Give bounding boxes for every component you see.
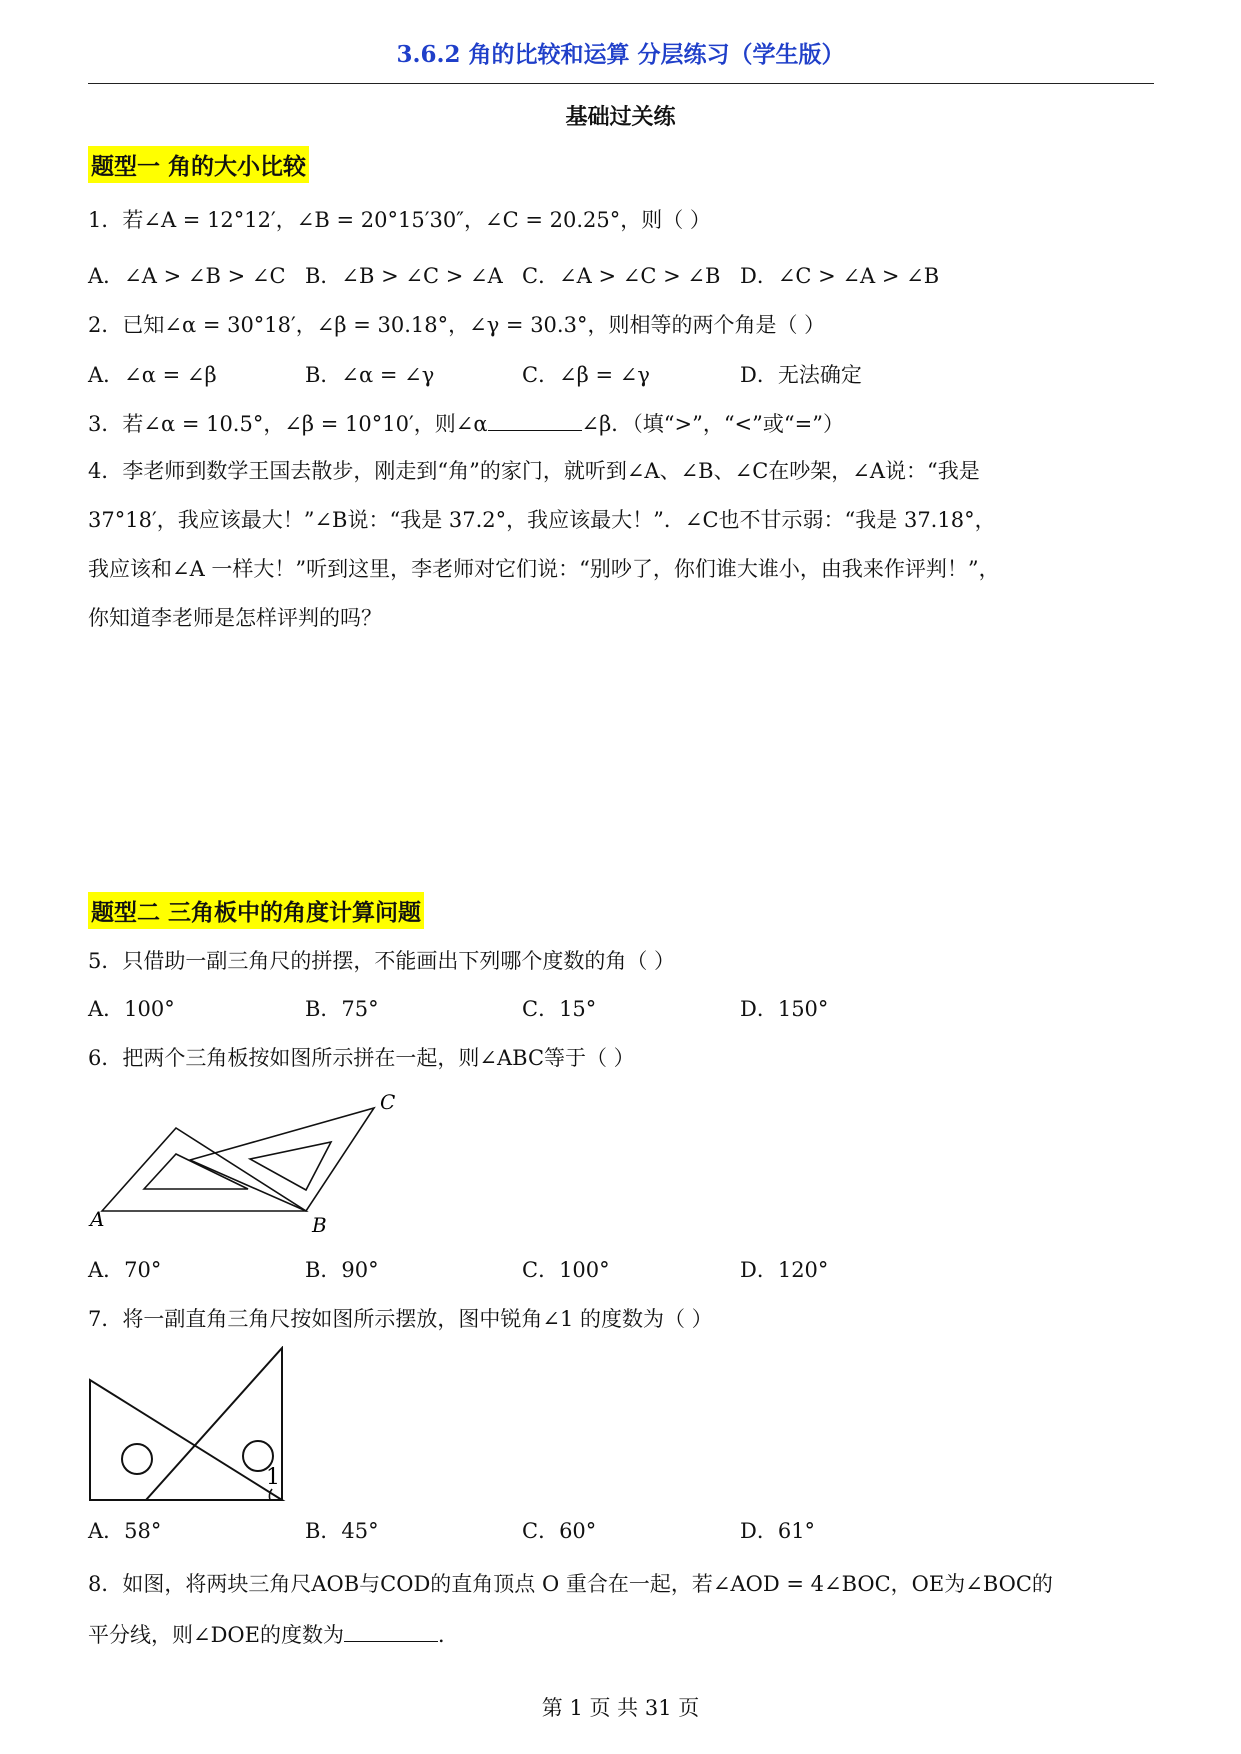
q7-option-b: B．45° [305, 1519, 379, 1543]
q2-option-a: A．∠α = ∠β [88, 363, 217, 387]
q8-text-after: ． [437, 1623, 459, 1647]
page-footer: 第 1 页 共 31 页 [541, 1696, 700, 1720]
q6-option-c: C．100° [522, 1258, 610, 1282]
q5-option-a: A．100° [88, 997, 175, 1021]
question-1: 1．若∠A = 12°12′，∠B = 20°15′30″，∠C = 20.25°，则（ ） [88, 208, 711, 232]
header-divider [88, 83, 1154, 84]
section-subtitle: 基础过关练 [565, 104, 676, 130]
q4-line-3: 我应该和∠A 一样大！”听到这里，李老师对它们说：“别吵了，你们谁大谁小，由我来作评判！”， [88, 557, 1000, 581]
q6-label-a: A [90, 1207, 105, 1231]
question-5: 5．只借助一副三角尺的拼摆，不能画出下列哪个度数的角（ ） [88, 949, 676, 973]
question-2: 2．已知∠α = 30°18′，∠β = 30.18°，∠γ = 30.3°，则相等的两个角是（ ） [88, 313, 826, 337]
q6-label-b: B [312, 1213, 327, 1236]
q1-option-c: C．∠A > ∠C > ∠B [522, 264, 721, 288]
question-3 [88, 408, 844, 439]
section-heading-2: 题型二 三角板中的角度计算问题 [88, 892, 424, 929]
q2-option-d: D．无法确定 [740, 363, 862, 387]
question-7: 7．将一副直角三角尺按如图所示摆放，图中锐角∠1 的度数为（ ） [88, 1307, 713, 1331]
q6-triangle-figure [88, 1086, 408, 1236]
section-heading-1: 题型一 角的大小比较 [88, 146, 309, 183]
q1-option-b: B．∠B > ∠C > ∠A [305, 264, 503, 288]
page-title: 3.6.2 角的比较和运算 分层练习（学生版） [396, 41, 845, 68]
question-6: 6．把两个三角板按如图所示拼在一起，则∠ABC等于（ ） [88, 1046, 635, 1070]
q6-option-d: D．120° [740, 1258, 829, 1282]
q6-option-b: B．90° [305, 1258, 379, 1282]
q2-option-b: B．∠α = ∠γ [305, 363, 435, 387]
q2-option-c: C．∠β = ∠γ [522, 363, 650, 387]
q5-option-d: D．150° [740, 997, 829, 1021]
q1-option-d: D．∠C > ∠A > ∠B [740, 264, 940, 288]
question-8-line-1: 8．如图，将两块三角尺AOB与COD的直角顶点 O 重合在一起，若∠AOD = 4∠BOC，OE为∠BOC的 [88, 1572, 1053, 1596]
q6-option-a: A．70° [88, 1258, 162, 1282]
question-4 [88, 447, 1158, 643]
q7-option-a: A．58° [88, 1519, 162, 1543]
question-8-line-2 [88, 1619, 459, 1650]
q7-option-d: D．61° [740, 1519, 816, 1543]
q3-text-after: ∠β．（填“>”，“<”或“=”） [581, 412, 844, 436]
q8-answer-blank[interactable] [344, 1619, 438, 1642]
q5-option-c: C．15° [522, 997, 597, 1021]
q4-line-1: 4．李老师到数学王国去散步，刚走到“角”的家门，就听到∠A、∠B、∠C在吵架，∠A说：“我是 [88, 459, 980, 483]
q7-set-square-figure [88, 1346, 308, 1506]
q1-option-a: A．∠A > ∠B > ∠C [88, 264, 286, 288]
q3-text-before: 3．若∠α = 10.5°，∠β = 10°10′，则∠α [88, 412, 488, 436]
q8-text-before: 平分线，则∠DOE的度数为 [88, 1623, 344, 1647]
q4-line-2: 37°18′，我应该最大！”∠B说：“我是 37.2°，我应该最大！”．∠C也不甘示弱：“我是 37.18°， [88, 508, 996, 532]
q3-answer-blank[interactable] [488, 408, 582, 431]
q5-option-b: B．75° [305, 997, 379, 1021]
q7-angle-label: 1 [266, 1465, 280, 1490]
q6-label-c: C [380, 1090, 396, 1114]
q7-option-c: C．60° [522, 1519, 597, 1543]
q4-line-4: 你知道李老师是怎样评判的吗？ [88, 606, 382, 630]
